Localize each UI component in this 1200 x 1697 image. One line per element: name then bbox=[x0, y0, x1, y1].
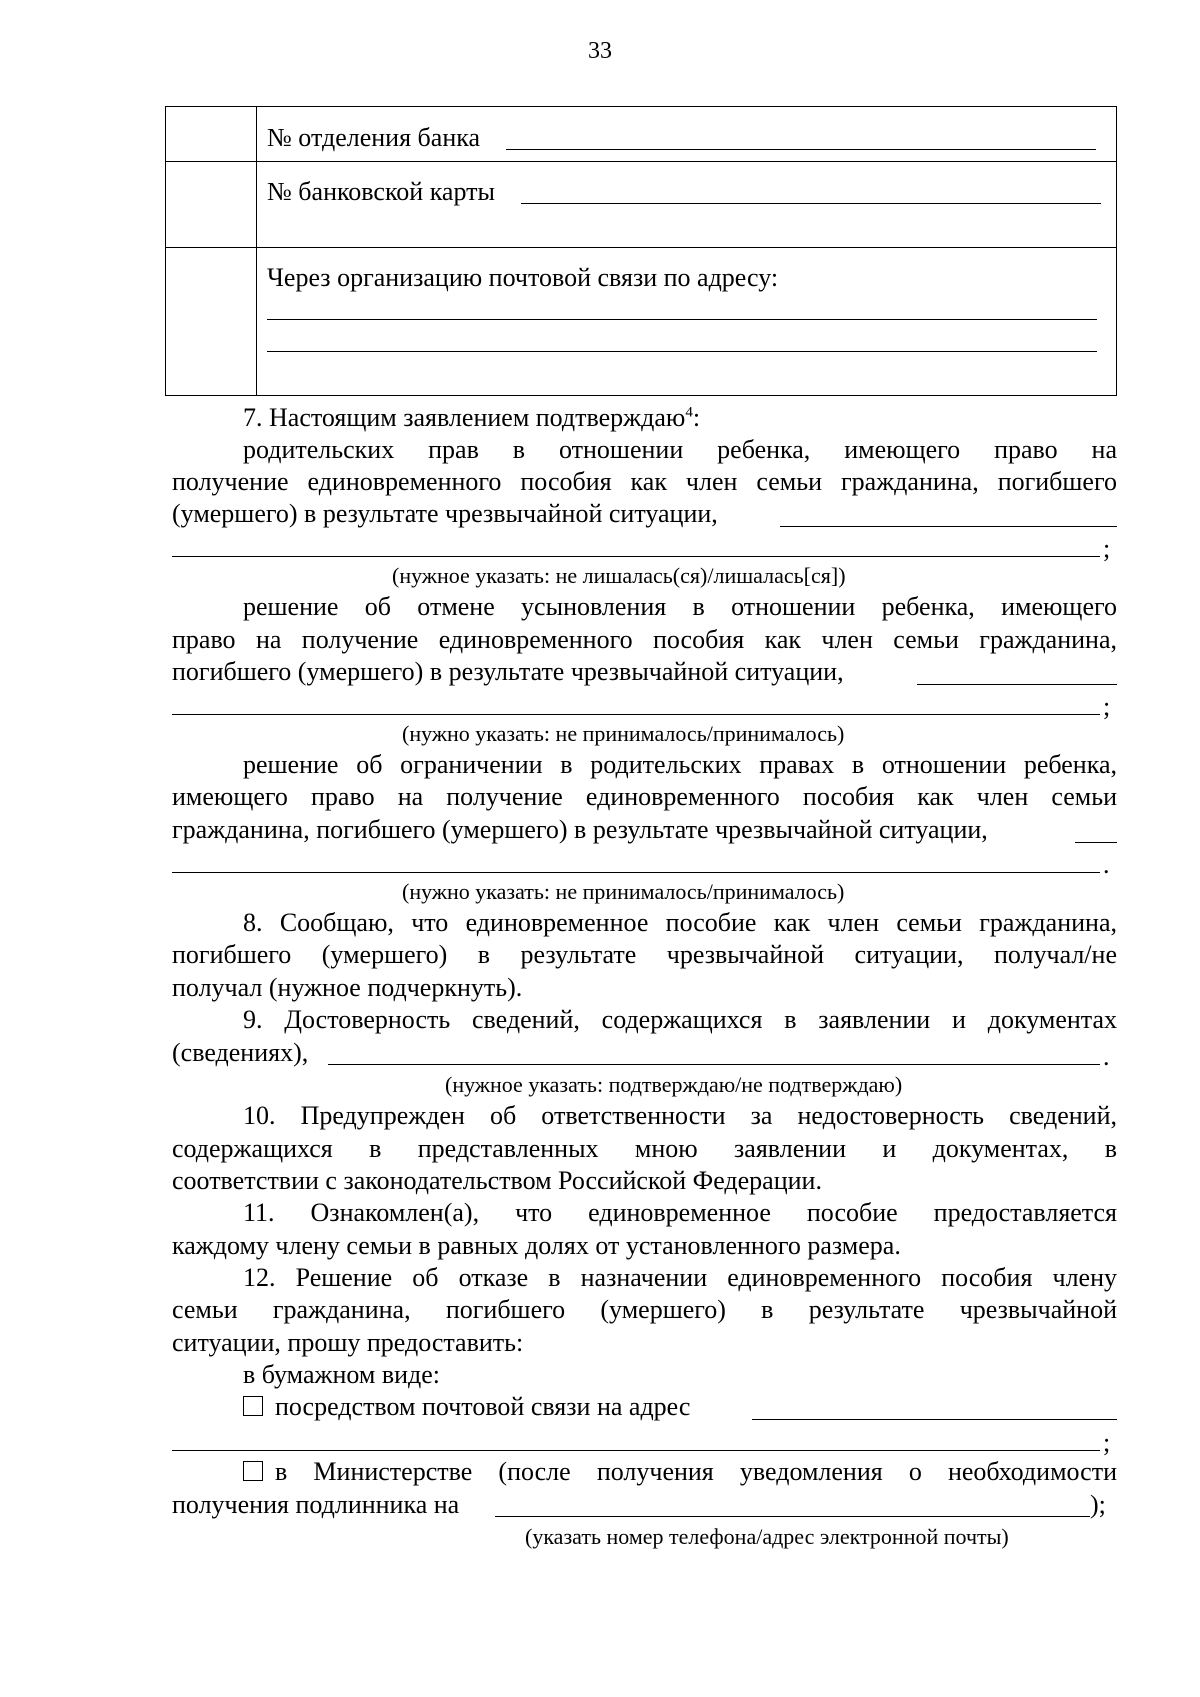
p12-line-3: ситуации, прошу предоставить: bbox=[172, 1328, 524, 1357]
bank-card-field[interactable] bbox=[521, 203, 1101, 204]
p9-line-2: (сведениях), bbox=[172, 1038, 309, 1067]
p8-line-3: получал (нужное подчеркнуть). bbox=[172, 973, 523, 1002]
p7-b-line-1: решение об отмене усыновления в отношении ребенка, имеющего bbox=[243, 592, 1117, 621]
p10-line-2: содержащихся в представленных мною заявлении и документах, в bbox=[172, 1134, 1117, 1163]
p12-paper-label: в бумажном виде: bbox=[243, 1360, 441, 1389]
contact-field[interactable] bbox=[495, 1516, 1090, 1517]
p7-c-field-1[interactable] bbox=[1075, 842, 1117, 843]
p7-a-field-2[interactable] bbox=[172, 556, 1100, 557]
ministry-option-label: в Министерстве (после получения уведомления о необходимости bbox=[275, 1457, 1117, 1486]
p7-lead-text: 7. Настоящим заявлением подтверждаю bbox=[243, 403, 686, 432]
postal-address-field-1[interactable] bbox=[267, 319, 1097, 320]
p7-b-semicolon: ; bbox=[1103, 692, 1111, 721]
p7-c-note: (нужно указать: не принималось/принималось) bbox=[402, 879, 845, 904]
p8-line-1: 8. Сообщаю, что единовременное пособие как член семьи гражданина, bbox=[243, 908, 1117, 937]
p10-line-1: 10. Предупрежден об ответственности за недостоверность сведений, bbox=[243, 1101, 1117, 1130]
p7-lead bbox=[243, 405, 700, 431]
ministry-close: ); bbox=[1090, 1490, 1106, 1519]
bank-branch-label: № отделения банка bbox=[267, 123, 481, 152]
post-checkbox[interactable] bbox=[243, 1396, 263, 1416]
payment-table bbox=[165, 106, 1117, 396]
p7-c-line-2: имеющего право на получение единовременного пособия как член семьи bbox=[172, 782, 1117, 811]
p9-period: . bbox=[1103, 1042, 1110, 1071]
p12-line-2: семьи гражданина, погибшего (умершего) в результате чрезвычайной bbox=[172, 1295, 1117, 1324]
p10-line-3: соответствии с законодательством Российской Федерации. bbox=[172, 1166, 822, 1195]
p7-c-line-1: решение об ограничении в родительских правах в отношении ребенка, bbox=[243, 750, 1117, 779]
post-option-label: посредством почтовой связи на адрес bbox=[275, 1392, 691, 1421]
ministry-line-2: получения подлинника на bbox=[172, 1490, 460, 1519]
p8-line-2: погибшего (умершего) в результате чрезвычайной ситуации, получал/не bbox=[172, 940, 1117, 969]
p7-a-line-3: (умершего) в результате чрезвычайной ситуации, bbox=[172, 499, 718, 528]
contact-note: (указать номер телефона/адрес электронной почты) bbox=[525, 1524, 1009, 1549]
p7-colon: : bbox=[692, 403, 701, 432]
bank-card-label: № банковской карты bbox=[267, 177, 495, 206]
table-column-divider bbox=[256, 107, 257, 395]
post-address-field-2[interactable] bbox=[172, 1450, 1100, 1451]
p7-b-field-1[interactable] bbox=[917, 684, 1117, 685]
p12-option-post bbox=[243, 1394, 690, 1420]
p7-c-period: . bbox=[1103, 850, 1110, 879]
table-row-divider bbox=[166, 247, 1116, 248]
table-row-divider bbox=[166, 161, 1116, 162]
p9-line-1: 9. Достоверность сведений, содержащихся в заявлении и документах bbox=[243, 1005, 1117, 1034]
p9-note: (нужное указать: подтверждаю/не подтверждаю) bbox=[445, 1072, 903, 1097]
post-address-field-1[interactable] bbox=[752, 1419, 1117, 1420]
p12-line-1: 12. Решение об отказе в назначении единовременного пособия члену bbox=[243, 1263, 1117, 1292]
p9-field[interactable] bbox=[328, 1064, 1100, 1065]
p7-b-note: (нужно указать: не принималось/принималось) bbox=[402, 721, 845, 746]
p7-c-line-3: гражданина, погибшего (умершего) в результате чрезвычайной ситуации, bbox=[172, 815, 988, 844]
p7-a-line-2: получение единовременного пособия как член семьи гражданина, погибшего bbox=[172, 467, 1117, 496]
footnote-mark: 4 bbox=[685, 404, 693, 421]
p7-a-line-1: родительских прав в отношении ребенка, имеющего право на bbox=[243, 435, 1117, 464]
p11-line-2: каждому члену семьи в равных долях от установленного размера. bbox=[172, 1231, 901, 1260]
bank-branch-field[interactable] bbox=[506, 149, 1096, 150]
p7-a-semicolon: ; bbox=[1103, 534, 1111, 563]
p11-line-1: 11. Ознакомлен(а), что единовременное пособие предоставляется bbox=[243, 1198, 1117, 1227]
p7-c-field-2[interactable] bbox=[172, 872, 1100, 873]
p12-option-ministry bbox=[243, 1459, 1117, 1485]
ministry-checkbox[interactable] bbox=[243, 1461, 263, 1481]
p7-a-field-1[interactable] bbox=[780, 526, 1117, 527]
p7-b-field-2[interactable] bbox=[172, 714, 1100, 715]
p7-a-note: (нужное указать: не лишалась(ся)/лишалась[ся]) bbox=[392, 563, 846, 588]
p7-b-line-2: право на получение единовременного пособия как член семьи гражданина, bbox=[172, 625, 1117, 654]
page-number: 33 bbox=[588, 38, 612, 64]
postal-address-label: Через организацию почтовой связи по адресу: bbox=[267, 263, 779, 292]
post-semicolon: ; bbox=[1103, 1428, 1111, 1457]
postal-address-field-2[interactable] bbox=[267, 351, 1097, 352]
p7-b-line-3: погибшего (умершего) в результате чрезвычайной ситуации, bbox=[172, 657, 844, 686]
